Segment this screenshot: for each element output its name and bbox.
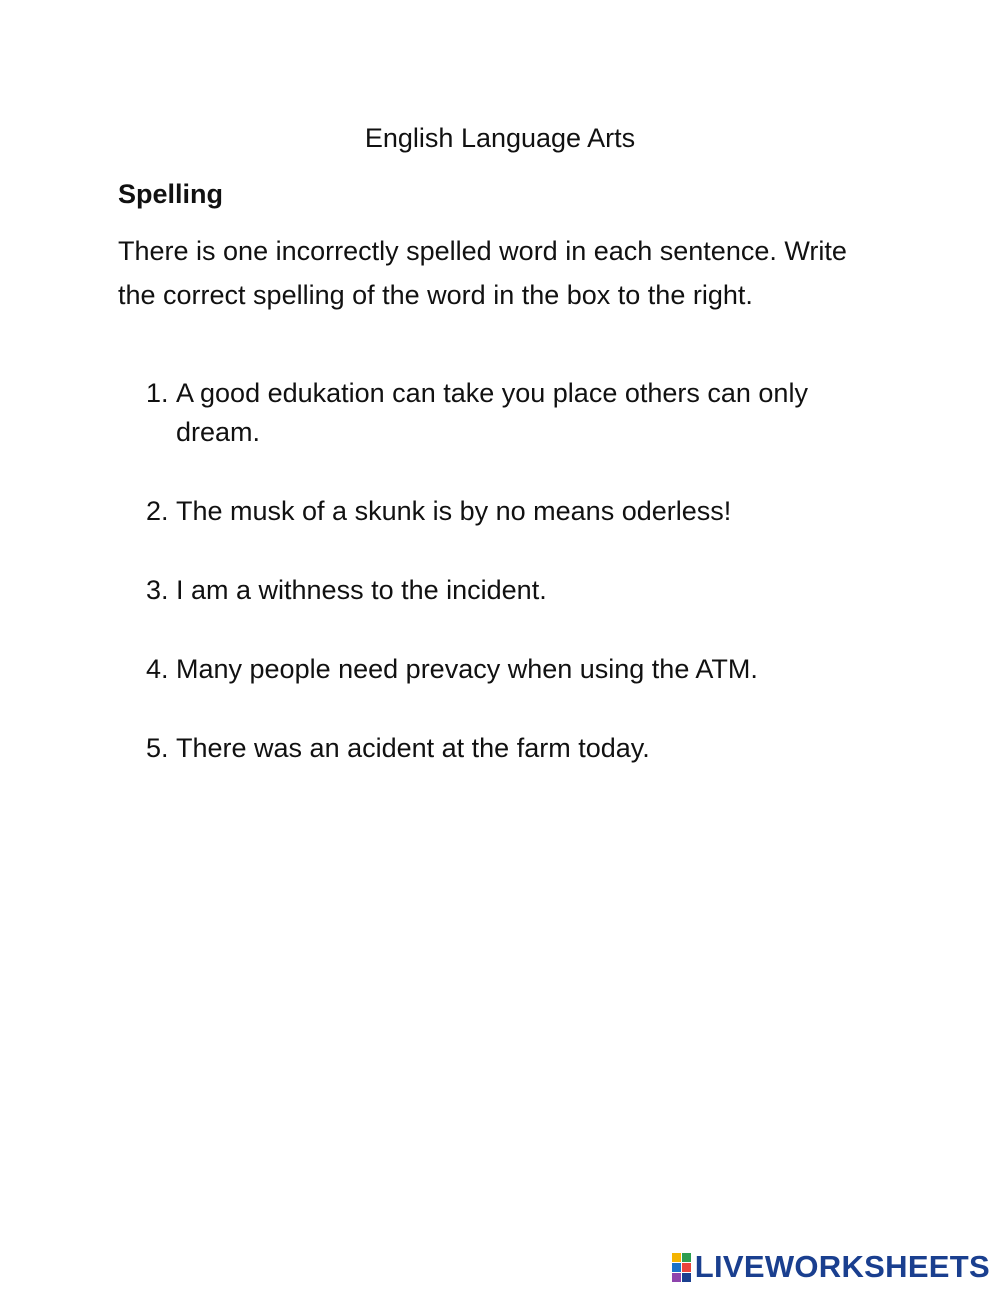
question-number: 1. bbox=[146, 378, 169, 408]
question-list bbox=[146, 374, 886, 808]
liveworksheets-logo bbox=[672, 1249, 990, 1285]
question-text: I am a withness to the incident. bbox=[176, 575, 547, 605]
question-number: 2. bbox=[146, 496, 169, 526]
logo-square-icon bbox=[682, 1273, 691, 1282]
question-text: The musk of a skunk is by no means oderless! bbox=[176, 496, 732, 526]
subject-title: English Language Arts bbox=[364, 123, 636, 153]
logo-square-icon bbox=[672, 1253, 681, 1262]
logo-square-icon bbox=[672, 1263, 681, 1272]
logo-square-icon bbox=[682, 1263, 691, 1272]
question-text: Many people need prevacy when using the ATM. bbox=[176, 654, 758, 684]
liveworksheets-logo-icon bbox=[672, 1253, 691, 1282]
question-item bbox=[146, 650, 886, 689]
question-number: 3. bbox=[146, 575, 169, 605]
question-text: A good edukation can take you place others can only dream. bbox=[176, 378, 808, 447]
logo-square-icon bbox=[672, 1273, 681, 1282]
question-item bbox=[146, 729, 886, 768]
question-item bbox=[146, 492, 886, 531]
logo-text: LIVEWORKSHEETS bbox=[694, 1249, 990, 1284]
instructions-text: There is one incorrectly spelled word in each sentence. Write the correct spelling of the word in the box to the right. bbox=[118, 236, 847, 310]
logo-square-icon bbox=[682, 1253, 691, 1262]
question-number: 4. bbox=[146, 654, 169, 684]
question-text: There was an acident at the farm today. bbox=[176, 733, 650, 763]
question-item bbox=[146, 374, 886, 452]
question-number: 5. bbox=[146, 733, 169, 763]
section-heading: Spelling bbox=[118, 179, 224, 209]
question-item bbox=[146, 571, 886, 610]
